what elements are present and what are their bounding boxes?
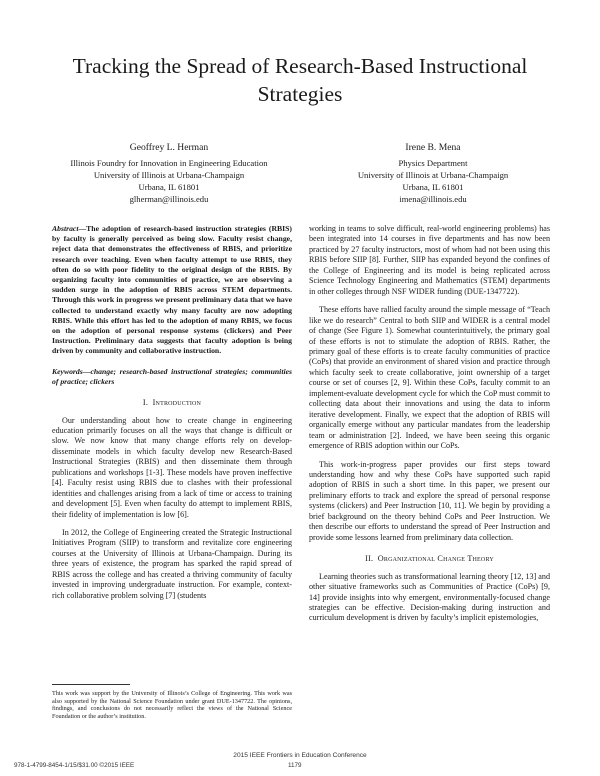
keywords [52, 367, 292, 387]
body-paragraph: Our understanding about how to create change in engineering education primarily focuses on all the ways that change is difficult or slow. We now know that many change efforts rely on develop-disseminate models in which faculty develop new Research-Based Instructional Strategies (RBIS) and then disseminate them through publications and workshops [1-3]. These models have proven ineffective [4]. Faculty resist using RBIS due to clashes with their professional identities and challenges arising from a lack of time or access to training and development [5]. Even when faculty do attempt to implement RBIS, their fidelity of implementation is low [6]. [52, 415, 292, 519]
section-title-rest: hange [443, 554, 468, 564]
section-title-initial: O [377, 554, 384, 564]
section-title-rest: ntroduction [155, 398, 202, 408]
section-title-initial: C [437, 554, 444, 564]
author-name: Irene B. Mena [405, 142, 461, 153]
author-city: Urbana, IL 61801 [138, 182, 200, 192]
right-column [309, 224, 550, 632]
section-heading [52, 398, 292, 408]
author-department: Physics Department [398, 158, 468, 168]
body-paragraph: These efforts have rallied faculty around the simple message of “Teach like we do research” Central to both SIIP and WIDER is a central model of change (See Figure 1). Somewhat counterintuitively, the primary goal of these efforts is not to stimulate the adoption of RBIS. Rather, the primary goal of these efforts is to create faculty communities of practice (CoPs) that provide an environment of shared vision and practice through which faculty seek to create collaborative, joint ownership of a target course or set of courses [2, 9]. Within these CoPs, faculty commit to an implement-evaluate development cycle for which the CoP must commit to collecting data about their innovations and using the data to inform iterative development. Finally, we expect that the adoption of RBIS will organically emerge without any particular mandates from the leadership team or administration [2]. Indeed, we have been seeing this organic emergence of RBIS adoption within our CoPs. [309, 305, 550, 451]
section-title-initial: I [152, 398, 156, 408]
footnote: This work was support by the University of Illinois’s College of Engineering. This work was also supported by the National Science Foundation under grant DUE-1347722. The opinions, findings, and conclusions do not necessarily reflect the views of the National Science Foundation or the author’s institution. [52, 690, 292, 720]
left-column [52, 224, 292, 609]
author-city: Urbana, IL 61801 [402, 182, 464, 192]
abstract [52, 224, 292, 357]
body-paragraph: working in teams to solve difficult, real-world engineering problems) has been integrated into 14 courses in five departments and has now been practiced by 27 faculty instructors, most of whom had not been using this RBIS before SIIP [8]. Further, SIIP has expanded beyond the confines of the College of Engineering and its model is being replicated across Science Technology Engineering and Mathematics (STEM) departments in other colleges through NSF WIDER funding (DUE-1347722). [309, 224, 550, 296]
section-numeral: I. [142, 398, 149, 408]
author-university: University of Illinois at Urbana-Champaign [357, 170, 509, 180]
author-email: glherman@illinois.edu [129, 194, 209, 204]
keywords-text: change; research-based instructional strategies; communities of practice; clickers [52, 366, 292, 386]
author-block [34, 142, 304, 205]
abstract-dash: — [78, 224, 87, 233]
page-number: 1179 [288, 762, 302, 769]
footnote-divider [52, 684, 130, 685]
keywords-label: Keywords— [52, 366, 91, 376]
author-university: University of Illinois at Urbana-Champaign [93, 170, 245, 180]
section-numeral: II. [365, 554, 374, 564]
conference-footer: 2015 IEEE Frontiers in Education Conference [233, 752, 367, 759]
body-paragraph: Learning theories such as transformational learning theory [12, 13] and other situative frameworks such as Communities of Practice (CoPs) [9, 14] provide insights into why emergent, environmentally-focused change strategies can be effective. Decision-making during instruction and curriculum development is driven by faculty’s implicit epistemologies, [309, 571, 550, 623]
author-block [318, 142, 548, 205]
section-heading [309, 554, 550, 564]
body-paragraph: In 2012, the College of Engineering created the Strategic Instructional Initiatives Program (SIIP) to transform and revitalize core engineering courses at the University of Illinois at Urbana-Champaign. During its three years of existence, the program has sparked the rapid spread of RBIS across the college and has created a thriving community of faculty invested in improving undergraduate instruction. For example, context-rich collaborative problem solving [7] (students [52, 528, 292, 600]
author-email: imena@illinois.edu [399, 194, 467, 204]
section-title-initial: T [467, 554, 473, 564]
paper-title: Tracking the Spread of Research-Based Instructional Strategies [72, 54, 528, 106]
isbn-footer: 978-1-4799-8454-1/15/$31.00 ©2015 IEEE [14, 762, 135, 769]
author-department: Illinois Foundry for Innovation in Engineering Education [70, 158, 268, 168]
section-title-rest: rganizational [383, 554, 438, 564]
section-title-rest: heory [472, 554, 494, 564]
abstract-label: Abstract [52, 224, 79, 233]
author-name: Geoffrey L. Herman [129, 142, 209, 153]
body-paragraph: This work-in-progress paper provides our first steps toward understanding how and why these CoPs have supported such rapid adoption of RBIS in such a short time. In this paper, we present our preliminary efforts to track and explore the spread of personal response systems (clickers) and Peer Instruction [10, 11]. We begin by providing a brief background on the theory behind CoPs and Peer Instruction. We then describe our efforts to understand the spread of Peer Instruction and provide some lessons learned from preliminary data collection. [309, 459, 550, 542]
abstract-text: The adoption of research-based instruction strategies (RBIS) by faculty is generally perceived as being slow. Faculty resist change, reject data that demonstrates the effectiveness of RBIS, and prioritize research over teaching. Even when faculty attempt to use RBIS, they often do so with poor fidelity to the original design of the RBIS. By organizing faculty into communities of practice, we are observing a sudden surge in the adoption of RBIS across STEM departments. Through this work in progress we present preliminary data that we have collected to understand exactly why many faculty are now adopting RBIS. While this effort has led to the adoption of many RBIS, we focus on the adoption of personal response systems (clickers) and Peer Instruction. Preliminary data suggests that faculty adoption is being driven by community and collaborative instruction. [52, 224, 292, 356]
